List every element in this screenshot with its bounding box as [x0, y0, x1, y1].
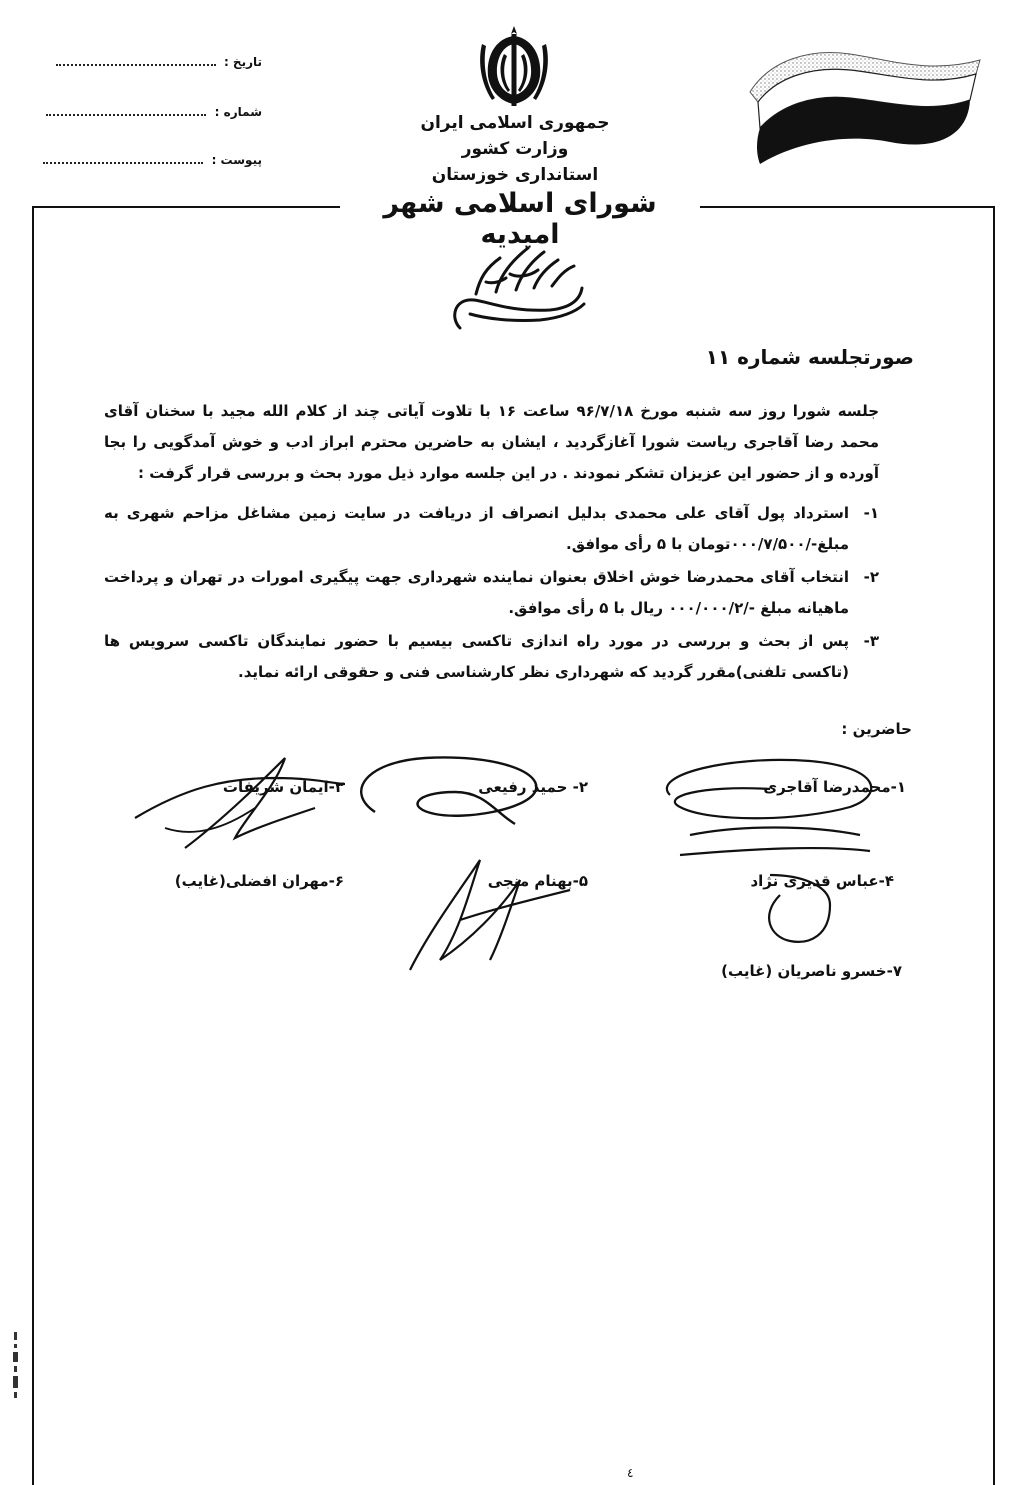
resolution-list — [104, 498, 879, 688]
printer-mark-icon — [8, 1330, 24, 1400]
attachment-field — [32, 153, 262, 167]
attendees-label: حاضرین : — [841, 720, 912, 738]
item-text: انتخاب آقای محمدرضا خوش اخلاق بعنوان نماینده شهرداری جهت پیگیری امورات در تهران و پرداخت ماهیانه مبلغ -/۰۰۰/۰۰۰/۲ ریال با ۵ رأی موافق. — [104, 568, 849, 617]
attendee-name: ۵-بهنام منجی — [487, 872, 588, 890]
number-label: شماره : — [214, 105, 262, 119]
item-text: استرداد پول آقای علی محمدی بدلیل انصراف از دریافت در سایت زمین مشاغل مزاحم شهری به مبلغ-/۰۰۰/۷/۵۰۰تومان با ۵ رأی موافق. — [104, 504, 849, 553]
letterhead-text — [380, 110, 650, 188]
number-dots — [46, 114, 206, 116]
attachment-dots — [43, 162, 203, 164]
attendee-name: ۴-عباس قدیری نژاد — [750, 872, 894, 890]
intro-paragraph — [104, 396, 879, 489]
resolution-item — [104, 562, 879, 624]
attendee-name: ۶-مهران افضلی(غایب) — [174, 872, 344, 890]
intro-text: جلسه شورا روز سه شنبه مورخ ۹۶/۷/۱۸ ساعت ۱۶ با تلاوت آیاتی چند از کلام الله مجید با سخنان آقای محمد رضا آقاجری ریاست شورا آغازگردید ، ایشان به حاضرین محترم ابراز ادب و خوش آمدگویی را بجا آورده و از حضور این عزیزان تشکر نمودند . در این جلسه موارد ذیل مورد بحث و بررسی قرار گرفت : — [104, 402, 880, 482]
number-field — [32, 105, 262, 119]
council-title: شورای اسلامی شهر امیدیه — [340, 188, 700, 250]
resolution-item — [104, 626, 879, 688]
attendee-name: ۱-محمدرضا آقاجری — [763, 778, 906, 796]
attendee-name: ۳-ایمان شریفات — [222, 778, 344, 796]
page-mark: ٤ — [627, 1466, 634, 1480]
iran-emblem-icon — [474, 20, 554, 112]
item-number: ۲- — [863, 568, 879, 586]
item-text: پس از بحث و بررسی در مورد راه اندازی تاکسی بیسیم با حضور نمایندگان تاکسی سرویس ها (تاکسی تلفنی)مقرر گردید که شهرداری نظر کارشناسی فنی و حقوقی ارائه نماید. — [104, 632, 849, 681]
date-label: تاریخ : — [223, 55, 262, 69]
resolution-item — [104, 498, 879, 560]
governorate-name: استانداری خوزستان — [431, 165, 599, 185]
item-number: ۱- — [863, 504, 879, 522]
iran-flag-icon — [740, 30, 990, 180]
attendee-name: ۲- حمید رفیعی — [478, 778, 588, 796]
basmala-calligraphy-icon — [440, 238, 590, 338]
minutes-title: صورتجلسه شماره ۱۱ — [705, 345, 914, 369]
date-dots — [56, 64, 216, 66]
attachment-label: پیوست : — [211, 153, 262, 167]
item-number: ۳- — [863, 632, 879, 650]
ministry-name: وزارت کشور — [461, 139, 569, 159]
attendee-name: ۷-خسرو ناصریان (غایب) — [721, 962, 902, 980]
republic-name: جمهوری اسلامی ایران — [420, 113, 610, 133]
date-field — [32, 55, 262, 69]
